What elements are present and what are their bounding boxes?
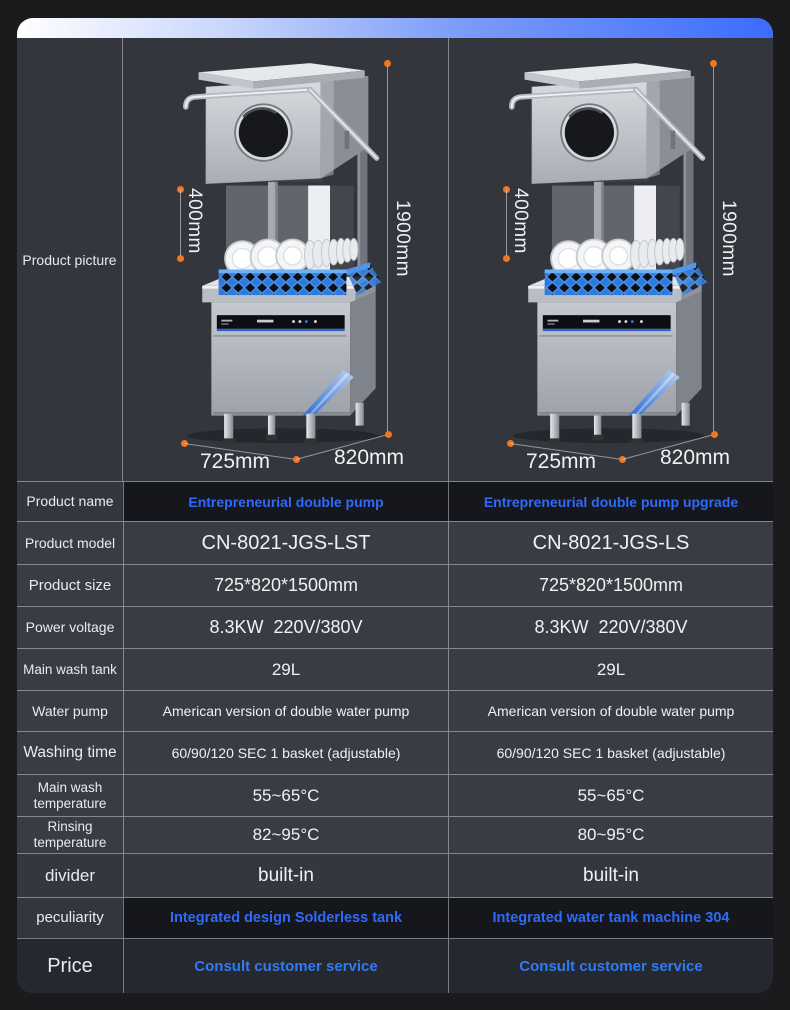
comparison-panel — [17, 18, 773, 993]
rinsing-temperature-value-1: 82~95°C — [123, 817, 448, 853]
product-size-value-2: 725*820*1500mm — [448, 565, 773, 606]
washing-time-value-1: 60/90/120 SEC 1 basket (adjustable) — [123, 732, 448, 774]
product-model-value-2: CN-8021-JGS-LS — [448, 522, 773, 564]
main-wash-tank-value-1: 29L — [123, 649, 448, 690]
water-pump-label: Water pump — [32, 702, 108, 719]
main-wash-temperature-label: Main wash temperature — [33, 779, 107, 811]
power-voltage-value-2: 8.3KW 220V/380V — [448, 607, 773, 648]
dimension-line — [180, 189, 181, 258]
price-value-1: Consult customer service — [123, 939, 448, 993]
power-voltage-label: Power voltage — [25, 619, 115, 636]
row-product-model — [17, 521, 773, 564]
price-value-2: Consult customer service — [448, 939, 773, 993]
row-peculiarity — [17, 897, 773, 938]
header-gradient-bar — [17, 18, 773, 38]
main-wash-temperature-value-2: 55~65°C — [448, 775, 773, 816]
row-main-wash-tank — [17, 648, 773, 690]
peculiarity-label: peculiarity — [36, 909, 104, 927]
product-name-value-1: Entrepreneurial double pump — [123, 482, 448, 521]
row-product-name — [17, 481, 773, 521]
divider-value-2: built-in — [448, 854, 773, 897]
dimension-line — [387, 66, 388, 431]
picture-row-label: Product picture — [17, 38, 123, 481]
product-picture-row — [17, 38, 773, 481]
main-wash-temperature-value-1: 55~65°C — [123, 775, 448, 816]
row-power-voltage — [17, 606, 773, 648]
water-pump-value-2: American version of double water pump — [448, 691, 773, 731]
product-model-value-1: CN-8021-JGS-LST — [123, 522, 448, 564]
dimension-dot — [503, 255, 510, 262]
product-size-value-1: 725*820*1500mm — [123, 565, 448, 606]
total-height-dimension: 1900mm — [718, 200, 739, 277]
hood-lift-dimension: 400mm — [510, 188, 531, 254]
washing-time-label: Washing time — [23, 744, 117, 762]
peculiarity-value-1: Integrated design Solderless tank — [123, 898, 448, 938]
row-washing-time — [17, 731, 773, 774]
dimension-line — [713, 66, 714, 431]
dimension-dot — [385, 431, 392, 438]
row-product-size — [17, 564, 773, 606]
product-image-left — [123, 38, 448, 481]
price-label: Price — [47, 954, 93, 977]
depth-dimension: 820mm — [660, 446, 731, 469]
peculiarity-value-2: Integrated water tank machine 304 — [448, 898, 773, 938]
product-image-right — [448, 38, 773, 481]
water-pump-value-1: American version of double water pump — [123, 691, 448, 731]
row-price — [17, 938, 773, 993]
washing-time-value-2: 60/90/120 SEC 1 basket (adjustable) — [448, 732, 773, 774]
row-divider — [17, 853, 773, 897]
width-dimension: 725mm — [200, 450, 271, 473]
rinsing-temperature-label: Rinsing temperature — [33, 819, 107, 850]
rinsing-temperature-value-2: 80~95°C — [448, 817, 773, 853]
product-name-label: Product name — [26, 493, 114, 510]
product-size-label: Product size — [28, 576, 112, 594]
hood-lift-dimension: 400mm — [184, 188, 205, 254]
depth-dimension: 820mm — [334, 446, 405, 469]
row-main-wash-temperature — [17, 774, 773, 816]
product-model-label: Product model — [24, 534, 116, 551]
divider-value-1: built-in — [123, 854, 448, 897]
dimension-dot — [711, 431, 718, 438]
total-height-dimension: 1900mm — [392, 200, 413, 277]
divider-label: divider — [44, 865, 96, 885]
row-rinsing-temperature — [17, 816, 773, 853]
main-wash-tank-label: Main wash tank — [23, 661, 117, 677]
main-wash-tank-value-2: 29L — [448, 649, 773, 690]
width-dimension: 725mm — [526, 450, 597, 473]
product-name-value-2: Entrepreneurial double pump upgrade — [448, 482, 773, 521]
dimension-line — [506, 189, 507, 258]
row-water-pump — [17, 690, 773, 731]
dimension-dot — [177, 255, 184, 262]
power-voltage-value-1: 8.3KW 220V/380V — [123, 607, 448, 648]
